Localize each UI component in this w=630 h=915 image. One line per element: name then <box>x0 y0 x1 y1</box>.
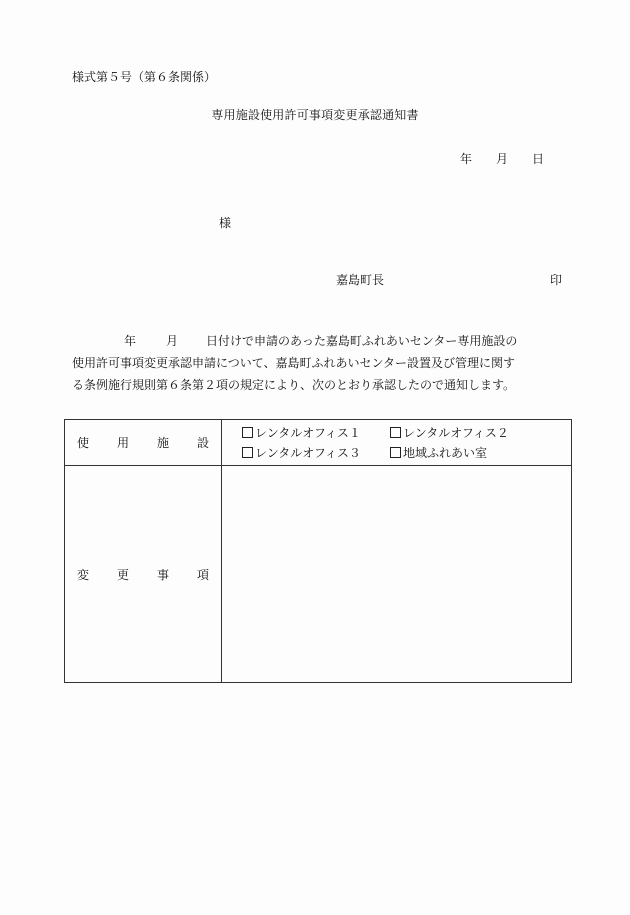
facility-option-label: レンタルオフィス１ <box>255 425 361 440</box>
facility-options-row <box>242 443 571 463</box>
checkbox-icon[interactable] <box>242 447 253 458</box>
facility-options <box>222 423 571 463</box>
date-day-label: 日 <box>532 152 545 166</box>
changes-value-cell[interactable] <box>222 466 572 683</box>
facility-option-rental-office-2[interactable] <box>390 423 509 443</box>
changes-label-char: 事 <box>156 567 169 582</box>
table-row-changes <box>65 466 572 683</box>
body-line-1 <box>72 330 568 352</box>
date-month-label: 月 <box>496 152 509 166</box>
body-line-2: 使用許可事項変更承認申請について、嘉島町ふれあいセンター設置及び管理に関す <box>72 356 516 370</box>
facility-label-cell <box>65 420 222 466</box>
facility-option-label: レンタルオフィス３ <box>255 445 361 460</box>
facility-label-char: 施 <box>156 436 169 451</box>
checkbox-icon[interactable] <box>242 427 253 438</box>
document-title: 専用施設使用許可事項変更承認通知書 <box>211 108 419 122</box>
facility-option-community-room[interactable] <box>390 443 487 463</box>
facility-label-char: 用 <box>116 436 129 451</box>
facility-label <box>65 434 221 451</box>
facility-options-row <box>242 423 571 443</box>
facility-options-cell <box>222 420 572 466</box>
body-text <box>72 330 568 396</box>
table-row-facility <box>65 420 572 466</box>
changes-label-char: 更 <box>116 567 129 582</box>
body-line-3: る条例施行規則第６条第２項の規定により、次のとおり承認したので通知します。 <box>72 378 516 392</box>
changes-label-cell <box>65 466 222 683</box>
facility-label-char: 設 <box>196 436 209 451</box>
body-line-1-text: 日付けで申請のあった嘉島町ふれあいセンター専用施設の <box>206 334 518 348</box>
details-table <box>64 419 572 683</box>
body-year-label: 年 <box>124 334 137 348</box>
addressee-suffix: 様 <box>219 216 232 230</box>
body-month-label: 月 <box>166 334 179 348</box>
facility-label-char: 使 <box>77 436 90 451</box>
changes-label <box>65 566 221 583</box>
form-number: 様式第５号（第６条関係） <box>72 70 217 84</box>
changes-label-char: 項 <box>196 567 209 582</box>
issuer-name: 嘉島町長 <box>336 273 385 287</box>
checkbox-icon[interactable] <box>390 427 401 438</box>
changes-label-char: 変 <box>77 567 90 582</box>
facility-option-label: 地域ふれあい室 <box>403 445 488 460</box>
date-year-label: 年 <box>460 152 473 166</box>
date-line <box>460 150 544 167</box>
facility-option-label: レンタルオフィス２ <box>403 425 509 440</box>
facility-option-rental-office-3[interactable] <box>242 443 390 463</box>
facility-option-rental-office-1[interactable] <box>242 423 390 443</box>
seal-mark: 印 <box>550 273 563 287</box>
checkbox-icon[interactable] <box>390 447 401 458</box>
